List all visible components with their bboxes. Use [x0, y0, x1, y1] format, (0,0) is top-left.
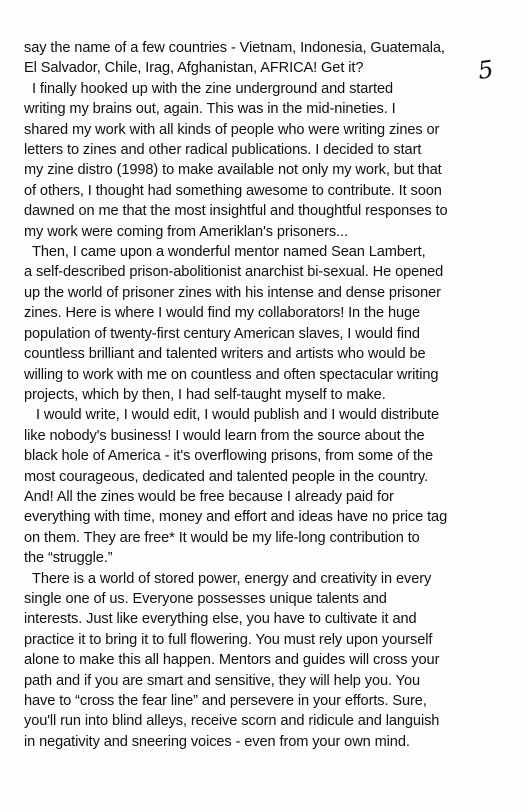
text-line: you'll run into blind alleys, receive scorn and ridicule and languish	[24, 713, 440, 730]
text-line: have to “cross the fear line” and persevere in your efforts. Sure,	[24, 693, 427, 709]
text-line: letters to zines and other radical publications. I decided to start	[24, 142, 422, 159]
text-line: single one of us. Everyone possesses unique talents and	[24, 590, 387, 607]
text-line: the “struggle.”	[24, 550, 113, 567]
paragraph-start-line: Then, I came upon a wonderful mentor named Sean Lambert,	[32, 244, 426, 261]
text-line: alone to make this all happen. Mentors and guides will cross your	[24, 652, 440, 669]
text-line: in negativity and sneering voices - even from your own mind.	[24, 733, 410, 750]
paragraph-start-line: I finally hooked up with the zine underground and started	[32, 80, 394, 97]
text-line: everything with time, money and effort and ideas have no price tag	[24, 509, 448, 526]
body-text	[24, 38, 516, 752]
text-line: my zine distro (1998) to make available not only my work, but that	[24, 162, 442, 179]
text-line: a self-described prison-abolitionist anarchist bi-sexual. He opened	[24, 264, 444, 281]
text-line: shared my work with all kinds of people who were writing zines or	[24, 121, 440, 138]
text-line: like nobody's business! I would learn from the source about the	[24, 427, 425, 444]
text-line: my work were coming from Ameriklan's prisoners...	[24, 223, 348, 240]
text-line: on them. They are free* It would be my life-long contribution to	[24, 529, 420, 546]
text-line: willing to work with me on countless and often spectacular writing	[24, 366, 439, 383]
text-line: population of twenty-first century American slaves, I would find	[24, 325, 420, 342]
text-line: path and if you are smart and sensitive, they will help you. You	[24, 672, 420, 689]
text-line: dawned on me that the most insightful and thoughtful responses to	[24, 203, 448, 220]
text-line: of others, I thought had something awesome to contribute. It soon	[24, 182, 442, 199]
text-line: say the name of a few countries - Vietnam, Indonesia, Guatemala,	[24, 40, 445, 56]
text-line: most courageous, dedicated and talented people in the country.	[24, 468, 429, 485]
text-line: El Salvador, Chile, Irag, Afghanistan, AFRICA! Get it?	[24, 60, 364, 77]
text-line: And! All the zines would be free because I already paid for	[24, 488, 394, 505]
text-line: practice it to bring it to full flowering. You must rely upon yourself	[24, 631, 433, 648]
text-line: countless brilliant and talented writers and artists who would be	[24, 346, 426, 363]
text-line: projects, which by then, I had self-taught myself to make.	[24, 386, 386, 403]
text-line: zines. Here is where I would find my collaborators! In the huge	[24, 305, 421, 322]
text-line: interests. Just like everything else, you have to cultivate it and	[24, 611, 417, 628]
text-line: writing my brains out, again. This was in the mid-nineties. I	[24, 101, 396, 118]
paragraph-start-line: There is a world of stored power, energy and creativity in every	[32, 570, 432, 587]
text-line: up the world of prisoner zines with his intense and dense prisoner	[24, 284, 441, 301]
text-line: black hole of America - it's overflowing prisons, from some of the	[24, 448, 434, 465]
paragraph-start-line: I would write, I would edit, I would publish and I would distribute	[36, 407, 439, 424]
handwritten-page-number: 5	[476, 55, 496, 85]
